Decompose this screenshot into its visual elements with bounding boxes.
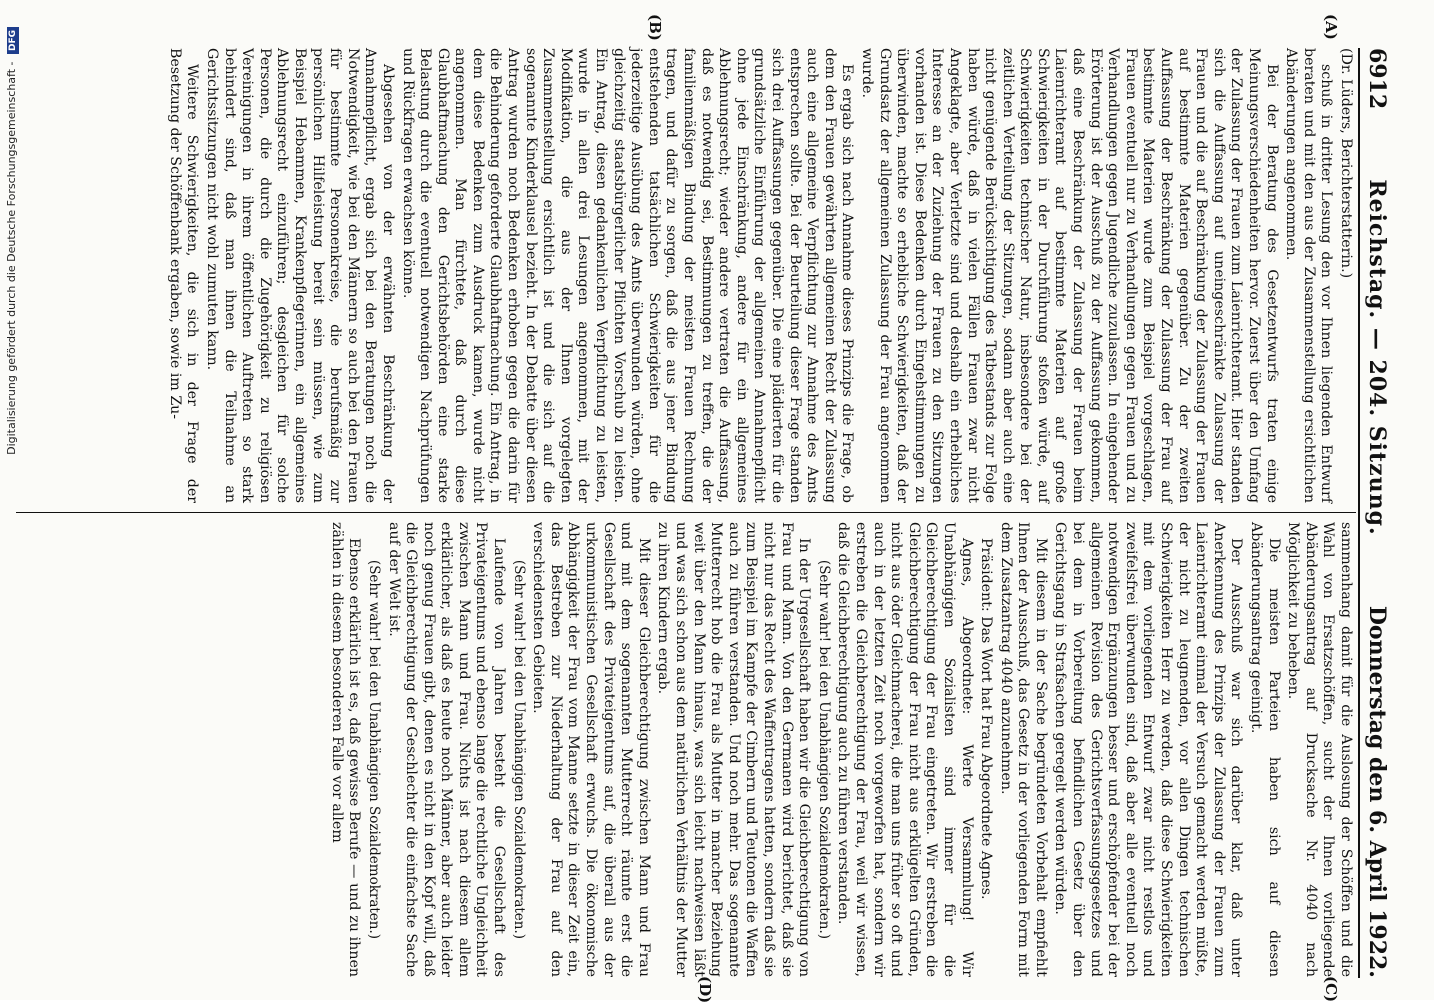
- paragraph: Präsident: Das Wort hat Frau Abgeordnete Agnes.: [978, 538, 995, 900]
- session-title: Reichstag. — 204. Sitzung.: [1364, 179, 1390, 536]
- margin-letter-d: (D): [696, 976, 714, 1003]
- paragraph: Bei der Beratung des Gesetzentwurfs traten einige Meinungsverschiedenheiten hervor. Zuerst über den Umfang der Zulassung der Frauen zum Laienrichteramt. Hier standen sich die Auffassung auf uneingeschränkte Zulassung der Frauen und die auf Beschränkung der Zulassung der Frauen auf bestimmte Materien gegenüber. Zu der zweiten Auffassung der Beschränkung der Zulassung der Frau auf bestimmte Materien wurde zum Beispiel vorgeschlagen, Frauen eventuell nur zu Verhandlungen gegen Frauen und zu Verhandlungen gegen Jugendliche zuzulassen. In eingehender Erörterung ist der Ausschuß zu der Auffassung gekommen, daß eine Beschränkung der Zulassung der Frauen beim Laienrichteramt auf bestimmte Materien auf große Schwierigkeiten in der Durchführung stoßen würde, auf Schwierigkeiten technischer Natur, insbesondere bei der zeitlichen Verteilung der Sitzungen, sodann aber auch eine nicht genügende Berücksichtigung des Tatbestands zur Folge haben würde, daß in vielen Fällen Frauen zwar nicht Angeklagte, aber Verletzte sind und deshalb ein erhebliches Interesse an der Zuziehung der Frauen zu den Sitzungen vorhanden ist. Diese Bedenken durch Eingehstimmungen zu überwinden, machte so erhebliche Schwierigkeiten, daß der Grundsatz der allgemeinen Zulassung der Frau angenommen wurde.: [858, 48, 1280, 503]
- left-column: [163, 48, 1354, 503]
- interjection: (Sehr wahr! bei den Unabhängigen Sozialdemokraten.): [510, 559, 527, 940]
- paragraph: Weitere Schwierigkeiten, die sich in der Frage der Besetzung der Schöffenbank ergaben, sowie im Zu-: [166, 48, 201, 503]
- paragraph: Der Ausschuß war sich darüber klar, daß unter Anerkennung des Prinzips der Zulassung der Frauen zum Laienrichteramt einmal der Versuch gemacht werden müßte, der nicht zu leugnenden, vor allen Dingen technischen Schwierigkeiten Herr zu werden, daß diese Schwierigkeiten mit dem vorliegenden Entwurf zwar nicht restlos und zweifelsfrei überwunden sind, daß aber alle eventuell noch notwendigen Ergänzungen besser und erschöpfender bei der allgemeinen Revision des Gerichtsverfassungsgesetzes und bei dem in Vorbereitung befindlichen Gesetz über den Gerichtsgang in Strafsachen geregelt werden würden.: [1052, 522, 1245, 977]
- paragraph: Mit dieser Gleichberechtigung zwischen Mann und Frau und mit dem sogenannten Mutterrecht räumte erst die Gesellschaft des Privateigentums auf, die überall aus der urkommunistischen Gesellschaft erwuchs. Die ökonomische Abhängigkeit der Frau vom Manne setzte in dieser Zeit ein, das Bestreben zur Niederhaltung der Frau auf den verschiedensten Gebieten.: [530, 522, 652, 977]
- paragraph: Mit diesem in der Sache begründeten Vorbehalt empfiehlt Ihnen der Ausschuß, das Gesetz in der vorliegenden Form mit dem Zusatzantrag 4040 anzunehmen.: [997, 522, 1049, 977]
- page-number: 6912: [1364, 48, 1390, 110]
- paragraph: Es ergab sich nach Annahme dieses Prinzips die Frage, ob dem den Frauen gewährten allgemeinen Recht der Zulassung auch eine allgemeine Verpflichtung zur Annahme des Amts entsprechen sollte. Bei der Beurteilung dieser Frage standen sich drei Auffassungen gegenüber. Die eine plädierten für die grundsätzliche Einführung der allgemeinen Annahmepflicht ohne jede Einschränkung, andere für ein allgemeines Ablehnungsrecht; wieder andere vertraten die Auffassung, daß es notwendig sei, Bestimmungen zu treffen, die der familienmäßigen Bindung der meisten Frauen Rechnung tragen, und dafür zu sorgen, daß die aus jener Bindung entstehenden tatsächlichen Schwierigkeiten für die jederzeitige Ausübung des Amts überwunden würden, ohne gleichzeitig staatsbürgerlicher Pflichten Vorschub zu leisten. Ein Antrag, diesen gedankenlichen Verpflichtung zu leisten, wurde in allen drei Lesungen angenommen, mit der Modifikation, die aus der Ihnen vorgelegten Zusammenstellung ersichtlich ist und die sich auf die sogenannte Kinderklausel bezieht. In der Debatte über diesen Antrag wurden noch Bedenken erhoben gegen die darin für die Behinderung geforderte Glaubhaftmachung. Ein Antrag, in dem diese Bedenken zum Ausdruck kamen, wurde nicht angenommen. Man fürchtete, daß durch diese Glaubhaftmachung den Gerichtsbehörden eine starke Belastung durch die eventuell notwendigen Nachprüfungen und Rückfragen erwachsen könne.: [399, 48, 856, 503]
- paragraph: Abgesehen von der erwähnten Beschränkung der Annahmepflicht, ergab sich bei den Beratungen noch die Notwendigkeit, wie bei den Männern so auch bei den Frauen für bestimmte Personenkreise, die berufsmäßig zur persönlichen Hilfeleistung bereit sein müssen, wie zum Beispiel Hebammen, Krankenpflegerinnen, ein allgemeines Ablehnungsrecht einzuführen; desgleichen für solche Personen, die durch die Zugehörigkeit zu religiösen Vereinigungen in ihrem öffentlichen Auftreten so stark behindert sind, daß man ihnen die Teilnahme an Gerichtssitzungen nicht wohl zumuten kann.: [204, 48, 396, 503]
- interjection: (Sehr wahr! bei den Unabhängigen Sozialdemokraten.): [365, 559, 382, 940]
- column-divider: [16, 512, 1356, 513]
- margin-letter-a: (A): [1322, 14, 1340, 40]
- margin-letter-c: (C): [1322, 976, 1340, 1003]
- dfg-logo: DFG: [7, 27, 19, 54]
- paragraph: schuß in dritter Lesung den vor Ihnen liegenden Entwurf beraten und mit den aus der Zusammenstellung ersichtlichen Abänderungen angenommen.: [1283, 48, 1335, 503]
- digitization-note: [0, 0, 26, 1000]
- paragraph: Agnes, Abgeordnete: Werte Versammlung! Wir Unabhängigen Sozialisten sind immer für die Gleichberechtigung der Frau eingetreten. Wir erstreben die Gleichberechtigung der Frau nicht aus erklügelten Gründen, nicht aus öder Gleichmacherei, die man uns früher so oft und auch in der letzten Zeit noch vorgeworfen hat, sondern wir erstreben die Gleichberechtigung der Frau, weil wir wissen, daß die Gleichberechtigung auch zu führen verstanden.: [835, 522, 975, 977]
- page-header: [1358, 48, 1414, 978]
- right-column: [325, 522, 1354, 977]
- paragraph: In der Urgesellschaft haben wir die Gleichberechtigung von Frau und Mann. Von den Germanen wird berichtet, daß sie nicht nur das Recht des Waffentragens hatten, sondern daß sie zum Beispiel im Kampfe der Cimbern und Teutonen die Waffen auch zu führen verstanden. Und noch mehr. Das sogenannte Mutterrecht hob die Frau als Mutter in mancher Beziehung weit über den Mann hinaus, was sich leicht nachweisen läßt und was sich schon aus dem natürlichen Verhältnis der Mutter zu ihren Kindern ergab.: [655, 522, 813, 977]
- digitization-text: Digitalisierung gefördert durch die Deutsche Forschungsgemeinschaft -: [5, 61, 18, 455]
- paragraph: (Dr. Lüders, Berichterstatterin.): [1338, 48, 1354, 279]
- interjection: (Sehr wahr! bei den Unabhängigen Sozialdemokraten.): [815, 559, 832, 940]
- paragraph: Ebenso erklärlich ist es, daß gewisse Berufe — und zu ihnen zählen in diesem besonderen Falle vor allem: [328, 522, 363, 977]
- margin-letter-b: (B): [646, 14, 664, 41]
- paragraph: Laufende von Jahren besteht die Gesellschaft des Privateigentums und ebenso lange die rechtliche Ungleichheit zwischen Mann und Frau. Nichts ist nach diesem allem erklärlicher, als daß es heute noch Männer, aber auch leider noch genug Frauen gibt, denen es nicht in den Kopf will, daß die Gleichberechtigung der Geschlechter die einfachste Sache auf der Welt ist.: [385, 522, 508, 977]
- paragraph: Die meisten Parteien haben sich auf diesen Abänderungsantrag geeinigt.: [1248, 522, 1282, 977]
- paragraph: sammenhang damit für die Auslosung der Schöffen und die Wahl von Ersatzschöffen, sucht der Ihnen vorliegende Abänderungsantrag auf Drucksache Nr. 4040 nach Möglichkeit zu beheben.: [1285, 522, 1354, 977]
- session-date: Donnerstag den 6. April 1922.: [1364, 605, 1390, 978]
